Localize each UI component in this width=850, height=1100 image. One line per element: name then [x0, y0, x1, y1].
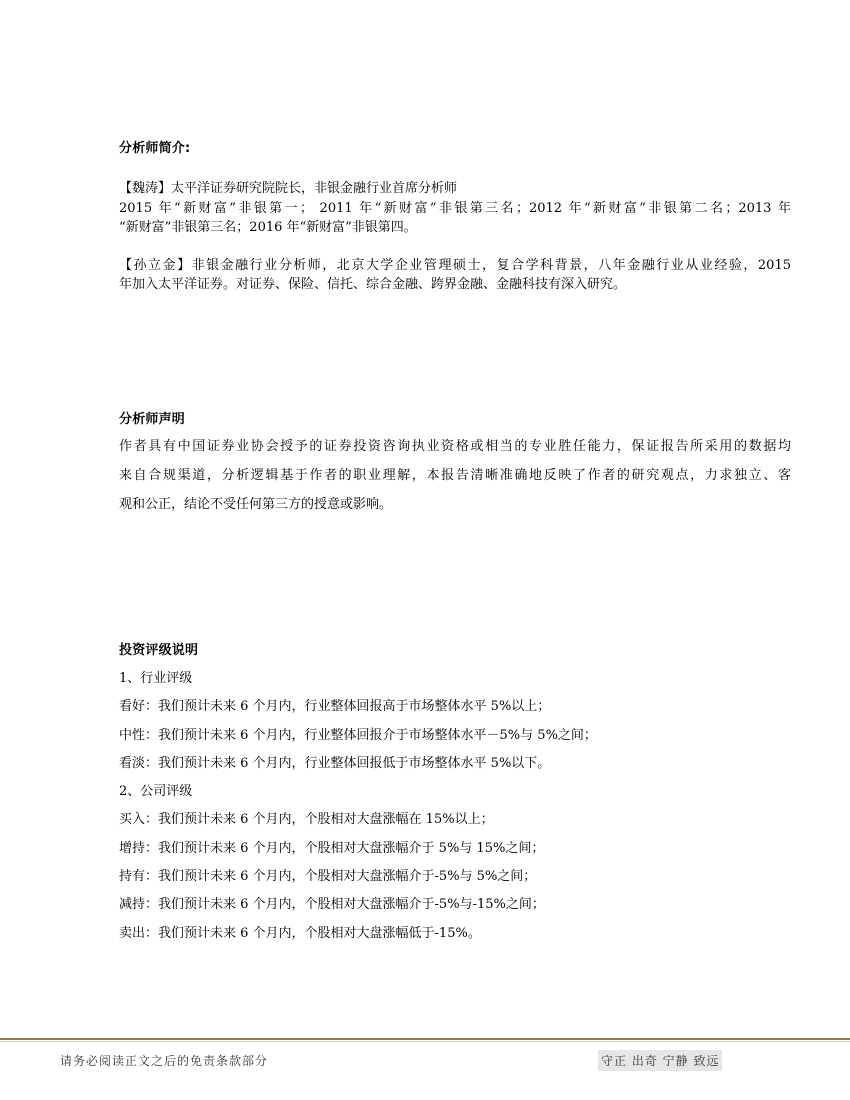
company-rating-sell: 卖出：我们预计未来 6 个月内，个股相对大盘涨幅低于-15%。: [119, 926, 481, 941]
industry-rating-title: 1、行业评级: [119, 671, 193, 686]
footer-disclaimer: 请务必阅读正文之后的免责条款部分: [60, 1054, 269, 1068]
analyst-sun-line-1: 【孙立金】非银金融行业分析师，北京大学企业管理硕士，复合学科背景，八年金融行业从业经验，2015: [119, 258, 791, 273]
company-rating-underweight: 减持：我们预计未来 6 个月内，个股相对大盘涨幅介于-5%与-15%之间；: [119, 897, 545, 912]
industry-rating-neutral: 中性：我们预计未来 6 个月内，行业整体回报介于市场整体水平－5%与 5%之间；: [119, 728, 597, 743]
analyst-statement-line-2: 来自合规渠道，分析逻辑基于作者的职业理解，本报告清晰准确地反映了作者的研究观点，力求独立、客: [119, 468, 791, 483]
analyst-intro-heading: 分析师简介:: [119, 141, 191, 156]
analyst-statement-heading: 分析师声明: [119, 412, 186, 427]
analyst-wei-line-2: 2015 年“新财富”非银第一； 2011 年“新财富”非银第三名；2012 年“新财富”非银第二名；2013 年: [119, 201, 791, 216]
rating-heading: 投资评级说明: [119, 643, 199, 658]
analyst-statement-line-1: 作者具有中国证券业协会授予的证券投资咨询执业资格或相当的专业胜任能力，保证报告所采用的数据均: [119, 439, 791, 454]
footer-divider-accent: [0, 1041, 850, 1042]
analyst-sun-line-2: 年加入太平洋证券。对证券、保险、信托、综合金融、跨界金融、金融科技有深入研究。: [119, 277, 627, 292]
company-rating-title: 2、公司评级: [119, 784, 193, 799]
company-rating-buy: 买入：我们预计未来 6 个月内，个股相对大盘涨幅在 15%以上；: [119, 812, 494, 827]
company-rating-overweight: 增持：我们预计未来 6 个月内，个股相对大盘涨幅介于 5%与 15%之间；: [119, 841, 545, 856]
industry-rating-negative: 看淡：我们预计未来 6 个月内，行业整体回报低于市场整体水平 5%以下。: [119, 756, 551, 771]
industry-rating-positive: 看好：我们预计未来 6 个月内，行业整体回报高于市场整体水平 5%以上；: [119, 699, 551, 714]
company-rating-hold: 持有：我们预计未来 6 个月内，个股相对大盘涨幅介于-5%与 5%之间；: [119, 869, 537, 884]
analyst-wei-line-3: “新财富”非银第三名；2016 年“新财富”非银第四。: [119, 220, 417, 235]
analyst-statement-line-3: 观和公正，结论不受任何第三方的授意或影响。: [119, 497, 393, 512]
analyst-wei-line-1: 【魏涛】太平洋证券研究院院长，非银金融行业首席分析师: [119, 181, 458, 196]
footer-motto: 守正 出奇 宁静 致远: [598, 1050, 722, 1071]
footer-divider: [0, 1038, 850, 1040]
